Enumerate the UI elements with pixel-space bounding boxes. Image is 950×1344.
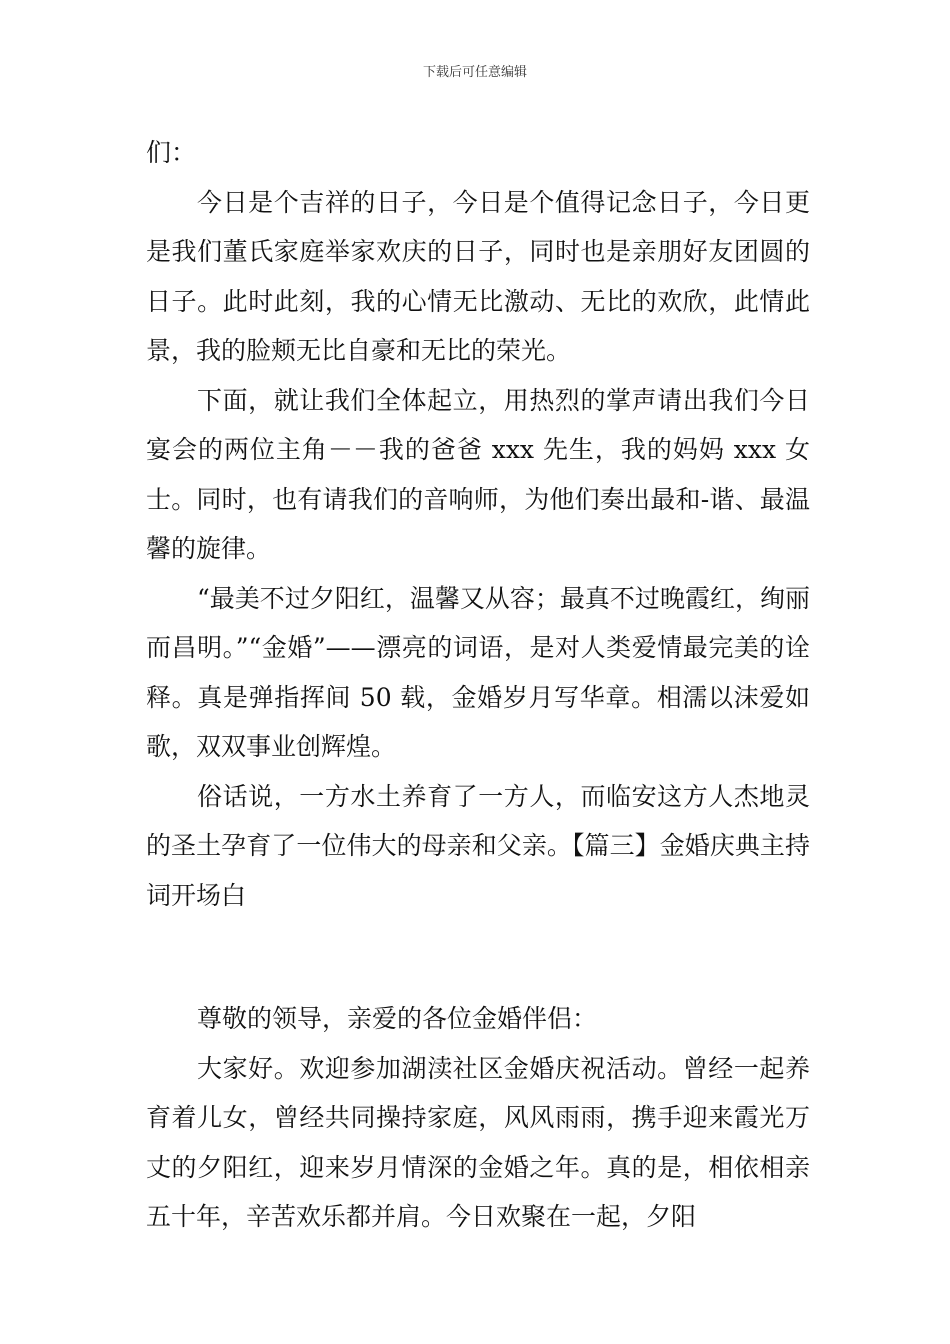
paragraph-continuation: 们： [146, 138, 197, 167]
paragraph-sunset-quote: “最美不过夕阳红，温馨又从容；最真不过晚霞红，绚丽而昌明。”“金婚”——漂亮的词语，是对人类爱情最完美的诠释。真是弹指挥间 50 载，金婚岁月写华章。相濡以沫爱如歌，双双事业创辉煌。 [146, 583, 810, 761]
document-body [146, 128, 810, 1242]
paragraph-invite-couple: 下面，就让我们全体起立，用热烈的掌声请出我们今日宴会的两位主角－－我的爸爸 xxx 先生，我的妈妈 xxx 女士。同时，也有请我们的音响师，为他们奏出最和-谐、最温馨的旋律。 [146, 385, 810, 563]
paragraph-auspicious-day: 今日是个吉祥的日子，今日是个值得记念日子，今日更是我们董氏家庭举家欢庆的日子，同时也是亲朋好友团圆的日子。此时此刻，我的心情无比激动、无比的欢欣，此情此景，我的脸颊无比自豪和无比的荣光。 [146, 187, 810, 365]
paragraph-hometown: 俗话说，一方水土养育了一方人，而临安这方人杰地灵的圣土孕育了一位伟大的母亲和父亲。【篇三】金婚庆典主持词开场白 [146, 781, 810, 910]
paragraph-welcome: 大家好。欢迎参加湖渎社区金婚庆祝活动。曾经一起养育着儿女，曾经共同操持家庭，风风雨雨，携手迎来霞光万丈的夕阳红，迎来岁月情深的金婚之年。真的是，相依相亲五十年，辛苦欢乐都并肩。今日欢聚在一起，夕阳 [146, 1053, 810, 1231]
paragraph-salutation: 尊敬的领导，亲爱的各位金婚伴侣： [197, 1004, 598, 1033]
section-spacer [146, 920, 810, 994]
page-header: 下载后可任意编辑 [422, 65, 527, 80]
